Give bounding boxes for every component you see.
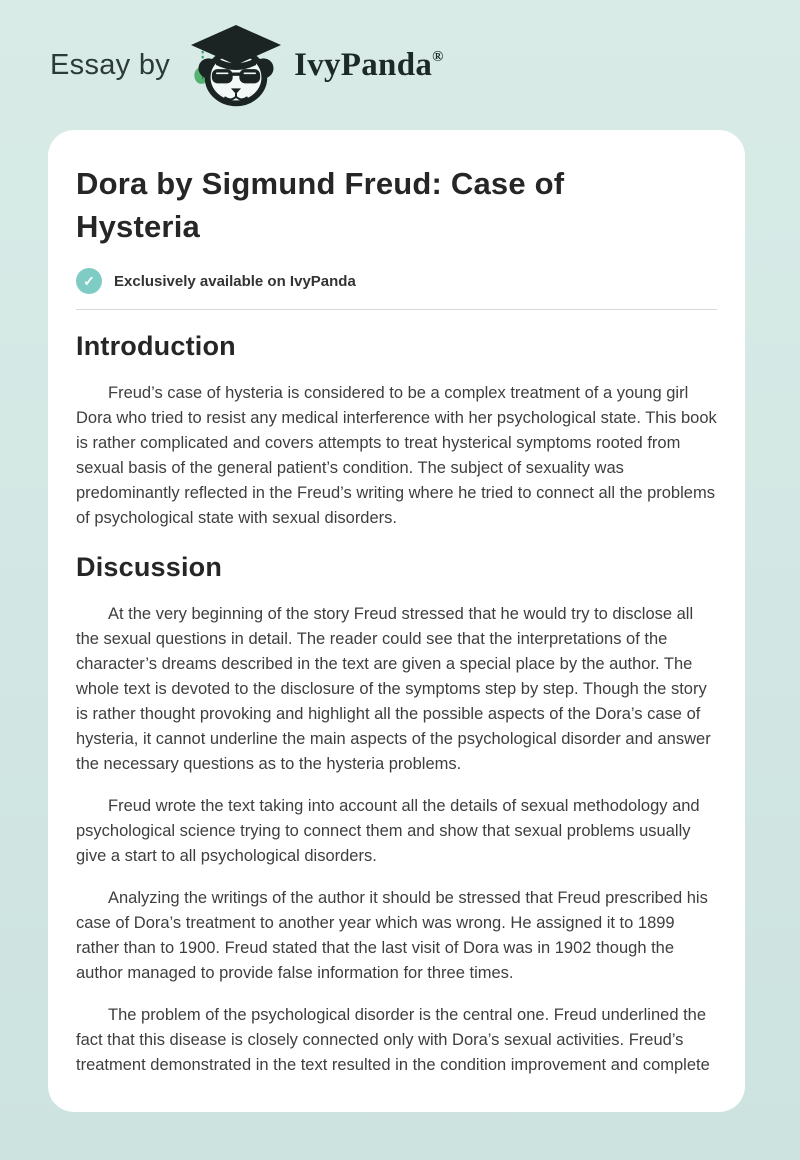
brand-text: IvyPanda xyxy=(294,46,433,83)
site-header xyxy=(0,0,800,130)
section-heading-introduction: Introduction xyxy=(76,331,236,361)
brand-name xyxy=(294,47,444,84)
header-prefix: Essay by xyxy=(50,48,171,81)
essay-paragraph: The problem of the psychological disorder is the central one. Freud underlined the fact that this disease is closely connected only with Dora’s sexual activities. Freud’s treatment demonstrated in the text resulted in the condition improvement and complete xyxy=(76,1006,710,1074)
essay-card xyxy=(48,130,745,1112)
divider xyxy=(76,309,717,310)
essay-paragraph: Freud’s case of hysteria is considered to be a complex treatment of a young girl Dora who tried to resist any medical interference with her psychological state. This book is rather complicated and covers attempts to treat hysterical symptoms rooted from sexual basis of the general patient’s condition. The subject of sexuality was predominantly reflected in the Freud’s writing where he tried to connect all the problems of psychological state with sexual disorders. xyxy=(76,384,717,527)
essay-paragraph: Analyzing the writings of the author it should be stressed that Freud prescribed his case of Dora’s treatment to another year which was wrong. He assigned it to 1899 rather than to 1900. Freud stated that the last visit of Dora was in 1902 though the author managed to provide false information for three times. xyxy=(76,889,708,982)
exclusive-badge xyxy=(76,268,717,294)
badge-label: Exclusively available on IvyPanda xyxy=(114,272,356,290)
section-heading-discussion: Discussion xyxy=(76,552,223,582)
registered-mark: ® xyxy=(432,48,444,65)
essay-paragraph: Freud wrote the text taking into account all the details of sexual methodology and psychological science trying to connect them and show that sexual problems usually give a start to all psychological disorders. xyxy=(76,797,700,865)
check-icon: ✓ xyxy=(76,268,102,294)
essay-paragraph: At the very beginning of the story Freud stressed that he would try to disclose all the sexual questions in detail. The reader could see that the interpretations of the character’s dreams described in the text are given a special place by the author. The whole text is devoted to the disclosure of the symptoms step by step. Though the story is rather thought provoking and highlight all the possible aspects of the Dora’s case of hysteria, it cannot underline the main aspects of the psychological disorder and answer the necessary questions as to the hysteria problems. xyxy=(76,605,711,773)
ivypanda-logo-icon xyxy=(186,20,286,110)
essay-title: Dora by Sigmund Freud: Case of Hysteria xyxy=(76,166,565,244)
